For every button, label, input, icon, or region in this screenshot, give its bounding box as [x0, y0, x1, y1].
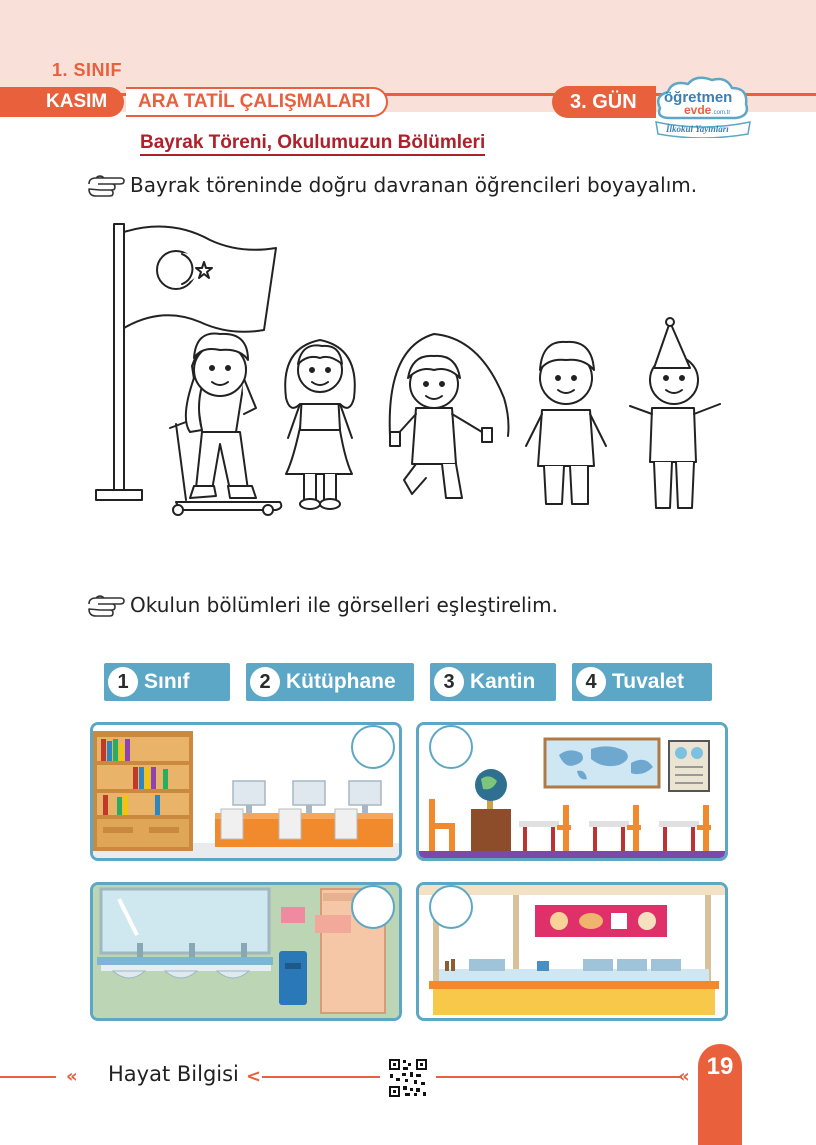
answer-circle[interactable] — [429, 725, 473, 769]
logo-tagline-text: İlkokul Yayınları — [666, 124, 729, 134]
option-label: Kantin — [470, 670, 536, 693]
library-picture — [90, 722, 402, 861]
menu-board — [535, 905, 667, 937]
page-number: 19 — [706, 1053, 734, 1080]
logo-sub-text: evde — [684, 103, 712, 117]
section-title: Bayrak Töreni, Okulumuzun Bölümleri — [140, 132, 485, 156]
girl-with-jump-rope — [390, 334, 509, 498]
child-with-scooter — [170, 334, 281, 516]
girl-standing — [285, 340, 355, 509]
pointing-hand-icon — [86, 172, 126, 198]
classroom-picture — [416, 722, 728, 861]
paper-dispenser — [281, 907, 305, 923]
footer-rule-right — [436, 1076, 682, 1078]
series-tag: ARA TATİL ÇALIŞMALARI — [126, 87, 388, 117]
option-number: 1 — [108, 667, 138, 697]
pointing-hand-icon — [86, 592, 126, 618]
option-label: Tuvalet — [612, 670, 684, 693]
subject-label: Hayat Bilgisi — [104, 1062, 243, 1086]
instruction-1 — [86, 172, 697, 198]
chevron-left-icon: « — [66, 1066, 78, 1087]
option-tuvalet — [572, 663, 712, 701]
footer-rule-left — [0, 1076, 56, 1078]
footer-rule-middle — [262, 1076, 380, 1078]
option-number: 2 — [250, 667, 280, 697]
canteen-counter — [429, 981, 719, 1015]
option-label: Sınıf — [144, 670, 190, 693]
month-tag: KASIM — [0, 87, 124, 117]
boy-standing — [526, 342, 606, 504]
restroom-picture — [90, 882, 402, 1021]
instruction-1-text: Bayrak töreninde doğru davranan öğrencileri boyayalım. — [130, 173, 698, 197]
option-number: 3 — [434, 667, 464, 697]
option-number: 4 — [576, 667, 606, 697]
world-map — [545, 739, 659, 787]
answer-circle[interactable] — [351, 885, 395, 929]
publisher-logo — [650, 74, 754, 138]
arrow-left-icon: < — [246, 1066, 262, 1087]
canteen-picture — [416, 882, 728, 1021]
bookshelf — [93, 731, 193, 851]
child-with-party-hat — [630, 318, 720, 508]
timetable-board — [669, 741, 709, 791]
qr-code-icon[interactable] — [388, 1058, 428, 1098]
computer-desk — [215, 781, 393, 847]
grade-label: 1. SINIF — [52, 60, 123, 80]
answer-circle[interactable] — [429, 885, 473, 929]
trash-bin — [279, 951, 307, 1005]
chevron-left-icon: « — [678, 1066, 690, 1087]
option-kantin — [430, 663, 556, 701]
flag-ceremony-illustration — [90, 218, 740, 518]
option-kutuphane — [246, 663, 414, 701]
option-sinif — [104, 663, 230, 701]
globe-on-desk — [471, 769, 511, 851]
day-tag: 3. GÜN — [552, 86, 656, 118]
instruction-2-text: Okulun bölümleri ile görselleri eşleştirelim. — [130, 593, 558, 617]
logo-main-text: öğretmen — [664, 89, 733, 106]
turkish-flag-icon — [124, 227, 276, 332]
option-label: Kütüphane — [286, 670, 396, 693]
logo-domain-text: .com.tr — [712, 110, 731, 116]
instruction-2 — [86, 592, 558, 618]
answer-circle[interactable] — [351, 725, 395, 769]
